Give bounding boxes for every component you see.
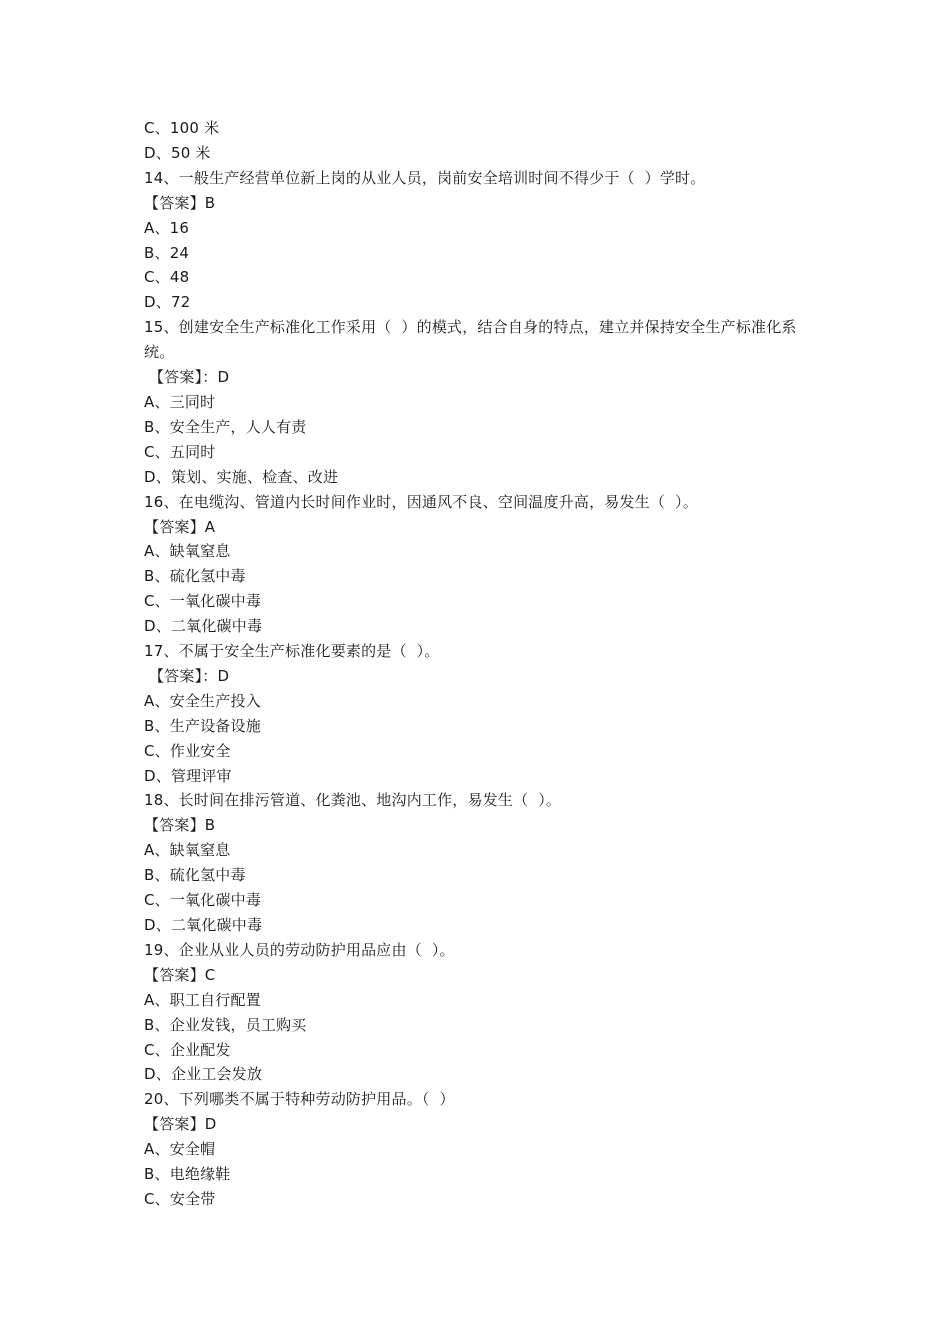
option-line: B、硫化氢中毒 — [144, 866, 246, 885]
option-line: A、安全帽 — [144, 1140, 216, 1159]
option-line: A、16 — [144, 218, 190, 237]
question-line: 17、不属于安全生产标准化要素的是（ ）。 — [144, 642, 440, 661]
answer-line: 【答案】D — [144, 1115, 217, 1134]
question-line: 14、一般生产经营单位新上岗的从业人员，岗前安全培训时间不得少于（ ）学时。 — [144, 168, 706, 187]
option-line: A、三同时 — [144, 392, 216, 411]
option-line: B、电绝缘鞋 — [144, 1165, 231, 1184]
answer-line: 【答案】A — [144, 517, 216, 536]
option-line: C、安全带 — [144, 1189, 216, 1208]
option-line: D、管理评审 — [144, 766, 232, 785]
option-line: B、24 — [144, 243, 190, 262]
answer-line: 【答案】：D — [144, 666, 230, 685]
answer-line: 【答案】C — [144, 965, 216, 984]
question-line: 20、下列哪类不属于特种劳动防护用品。（ ） — [144, 1090, 455, 1109]
answer-line: 【答案】B — [144, 816, 216, 835]
option-line: D、企业工会发放 — [144, 1065, 263, 1084]
option-line: A、职工自行配置 — [144, 990, 261, 1009]
question-line: 18、长时间在排污管道、化粪池、地沟内工作，易发生（ ）。 — [144, 791, 562, 810]
question-line: 19、企业从业人员的劳动防护用品应由（ ）。 — [144, 940, 455, 959]
option-line: B、企业发钱，员工购买 — [144, 1015, 307, 1034]
option-line: B、硫化氢中毒 — [144, 567, 246, 586]
option-line: C、一氧化碳中毒 — [144, 592, 262, 611]
option-line: A、缺氧窒息 — [144, 542, 231, 561]
question-line: 15、创建安全生产标准化工作采用（ ）的模式，结合自身的特点，建立并保持安全生产标准化系统。 — [144, 318, 797, 362]
option-line: C、五同时 — [144, 442, 216, 461]
answer-line: 【答案】：D — [144, 368, 230, 387]
question-line: 16、在电缆沟、管道内长时间作业时，因通风不良、空间温度升高，易发生（ ）。 — [144, 492, 698, 511]
option-line: B、生产设备设施 — [144, 716, 261, 735]
option-line: B、安全生产，人人有责 — [144, 417, 307, 436]
question-text-block — [144, 116, 814, 1212]
option-line: D、50 米 — [144, 143, 211, 162]
option-line: C、100 米 — [144, 119, 220, 137]
option-line: D、72 — [144, 293, 191, 312]
option-line: C、一氧化碳中毒 — [144, 891, 262, 910]
option-line: A、安全生产投入 — [144, 691, 261, 710]
option-line: D、二氧化碳中毒 — [144, 617, 263, 636]
option-line: D、策划、实施、检查、改进 — [144, 467, 339, 486]
option-line: C、48 — [144, 268, 190, 287]
option-line: D、二氧化碳中毒 — [144, 916, 263, 934]
option-line: C、作业安全 — [144, 741, 231, 760]
answer-line: 【答案】B — [144, 193, 216, 212]
option-line: C、企业配发 — [144, 1040, 231, 1059]
option-line: A、缺氧窒息 — [144, 841, 231, 860]
